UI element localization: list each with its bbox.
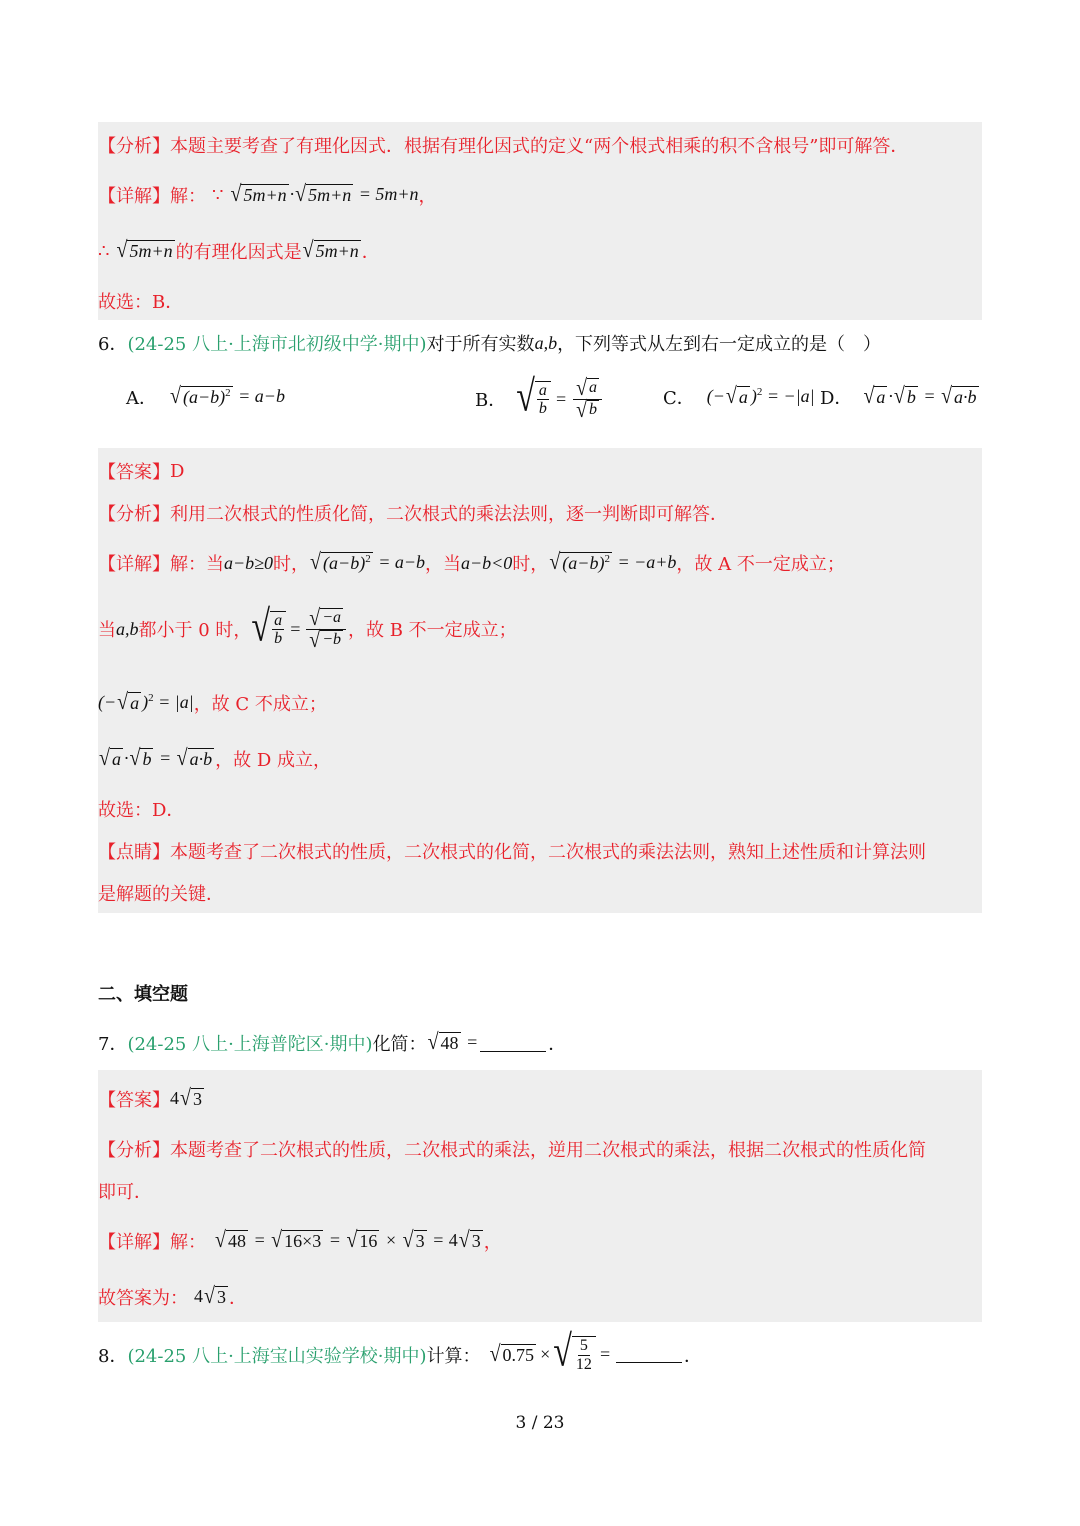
question-source: (24-25 八上·上海宝山实验学校·期中) (127, 1345, 427, 1367)
analysis-tag: 【分析】 (98, 1140, 170, 1161)
q5-detail: 【详解】 解： ∵ √ 5m+n · √ 5m+n = 5m+n ， (98, 181, 437, 207)
answer-blank (616, 1346, 682, 1363)
q6-choice: 故选：D． (98, 800, 185, 821)
q8-formula: √ 0.75 × √ $\frac{5}{12}$ = (489, 1327, 612, 1376)
q6-analysis (98, 500, 728, 526)
analysis-text: 本题主要考查了有理化因式．根据有理化因式的定义“两个根式相乘的积不含根号”即可解答． (170, 136, 909, 157)
therefore-symbol: ∴ (98, 240, 110, 262)
q6-answer (98, 458, 184, 484)
final-lead: 故答案为： (98, 1288, 188, 1309)
analysis-tag: 【分析】 (98, 504, 170, 525)
question-text: 对于所有实数 (426, 334, 535, 355)
question-source: (24-25 八上·上海普陀区·期中) (127, 1034, 373, 1055)
question-source: (24-25 八上·上海市北初级中学·期中) (127, 334, 427, 355)
q7-analysis-1 (98, 1136, 926, 1162)
detail-text: 解：当 (170, 554, 224, 575)
eq-formula-5: √ a · √ b = √ a·b (99, 745, 213, 771)
formula-q5-factor: √ 5m+n (302, 237, 359, 263)
detail-tag: 【详解】 (98, 1232, 170, 1253)
detail-text: 当 (98, 620, 116, 642)
eq-formula-1: √ $(a-b)^2$ = a−b (310, 549, 425, 575)
detail-text: 时， (273, 554, 310, 575)
eq-formula-3: √ $\frac{a}{b}$ = √ −a √ −b (251, 608, 348, 650)
q7-stem: 7． (24-25 八上·上海普陀区·期中) 化简： √ 48 = ． (98, 1029, 567, 1055)
detail-tag: 【详解】 (98, 186, 170, 207)
q6-stem (98, 330, 881, 356)
stem-vars: a,b (534, 332, 558, 353)
comment-tag: 【点睛】 (98, 842, 170, 863)
detail-text: ，故 D 成立， (215, 750, 331, 771)
vars: a,b (116, 618, 139, 639)
option-a-label: A． (126, 388, 157, 409)
detail-lead: 解： (170, 186, 206, 207)
formula-q5-radical: √ 5m+n (116, 237, 173, 263)
comment-text: 本题考查了二次根式的性质，二次根式的化简，二次根式的乘法法则，熟知上述性质和计算法则 (170, 842, 926, 863)
detail-formula: √ 48 = √ 16×3 = √ 16 × √ 3 = 4 √ 3 (215, 1227, 481, 1253)
answer-tag: 【答案】 (98, 462, 170, 483)
detail-tag: 【详解】 (98, 554, 170, 575)
detail-text: ，当 (425, 554, 461, 575)
q7-answer (98, 1086, 205, 1112)
question-number: 6． (98, 334, 128, 355)
answer-blank (480, 1035, 546, 1052)
detail-text: ，故 C 不成立； (193, 694, 327, 715)
section-title: 二、填空题 (98, 984, 188, 1005)
final-formula: 4 √ 3 (194, 1283, 226, 1309)
option-d-formula: √ a · √ b = √ a·b (863, 383, 977, 409)
q6-detail-2 (98, 602, 517, 653)
q6-detail-1 (98, 550, 845, 576)
question-text: 计算： (426, 1345, 481, 1367)
option-a-formula: √ $(a-b)^2$ = a−b (170, 383, 285, 409)
answer-formula: 4 √ 3 (170, 1085, 202, 1111)
q6-detail-3 (98, 690, 327, 716)
q7-detail: 【详解】 解： √ 48 = √ 16×3 = √ 16 × √ 3 = 4 √ 3 ， (98, 1227, 502, 1253)
q7-formula: √ 48 = (427, 1029, 479, 1055)
detail-text: 都小于 0 时， (138, 620, 252, 642)
option-c-label: C． (663, 388, 695, 409)
q5-analysis (98, 132, 908, 158)
q6-comment-1 (98, 838, 926, 864)
option-b-label: B． (475, 390, 507, 412)
question-text: 化简： (372, 1034, 427, 1055)
option-c (663, 384, 815, 410)
question-number: 8． (98, 1345, 128, 1367)
option-d-label: D． (820, 388, 853, 409)
analysis-tag: 【分析】 (98, 136, 170, 157)
option-c-formula: (− √ a )$^2$ = −|a| (706, 383, 815, 409)
q5-choice: 故选：B． (98, 292, 184, 313)
option-d (820, 384, 980, 410)
q8-stem: 8． (24-25 八上·上海宝山实验学校·期中) 计算： √ 0.75 × √ $\frac{5}{12}$ = ． (98, 1327, 703, 1376)
analysis-text: 本题考查了二次根式的性质，二次根式的乘法，逆用二次根式的乘法，根据二次根式的性质化简 (170, 1140, 926, 1161)
detail-text: ，故 A 不一定成立； (676, 554, 845, 575)
cond-formula-2: a−b<0 (461, 552, 513, 573)
option-b (475, 372, 604, 423)
option-a (126, 384, 285, 410)
answer-tag: 【答案】 (98, 1090, 170, 1111)
page-number: 3 / 23 (515, 1413, 565, 1433)
option-b-formula: √ $\frac{a}{b}$ = √ a √ b (516, 378, 604, 420)
answer-value: D (170, 460, 185, 482)
detail-text: 时， (512, 554, 549, 575)
analysis-text: 利用二次根式的性质化简，二次根式的乘法法则，逐一判断即可解答． (170, 504, 728, 525)
cond-formula-1: a−b≥0 (224, 552, 274, 573)
question-number: 7． (98, 1034, 128, 1055)
q5-conclusion: ∴ √ 5m+n 的有理化因式是 √ 5m+n ． (98, 237, 380, 263)
rat-mid-text: 的有理化因式是 (175, 242, 302, 263)
formula-q5-product: √ 5m+n · √ 5m+n = 5m+n (230, 181, 419, 207)
q6-detail-4 (98, 746, 331, 772)
detail-text: ，故 B 不一定成立； (348, 620, 517, 642)
detail-lead: 解： (170, 1232, 206, 1253)
q7-final: 故答案为： 4 √ 3 ． (98, 1283, 247, 1309)
eq-formula-4: (− √ a )$^2$ = |a| (98, 689, 194, 715)
question-tail: ，下列等式从左到右一定成立的是（ ） (557, 334, 882, 355)
q6-comment-2: 是解题的关键． (98, 884, 224, 905)
because-symbol: ∵ (212, 184, 224, 206)
eq-formula-2: √ $(a-b)^2$ = −a+b (549, 549, 677, 575)
q7-analysis-2: 即可． (98, 1182, 152, 1203)
